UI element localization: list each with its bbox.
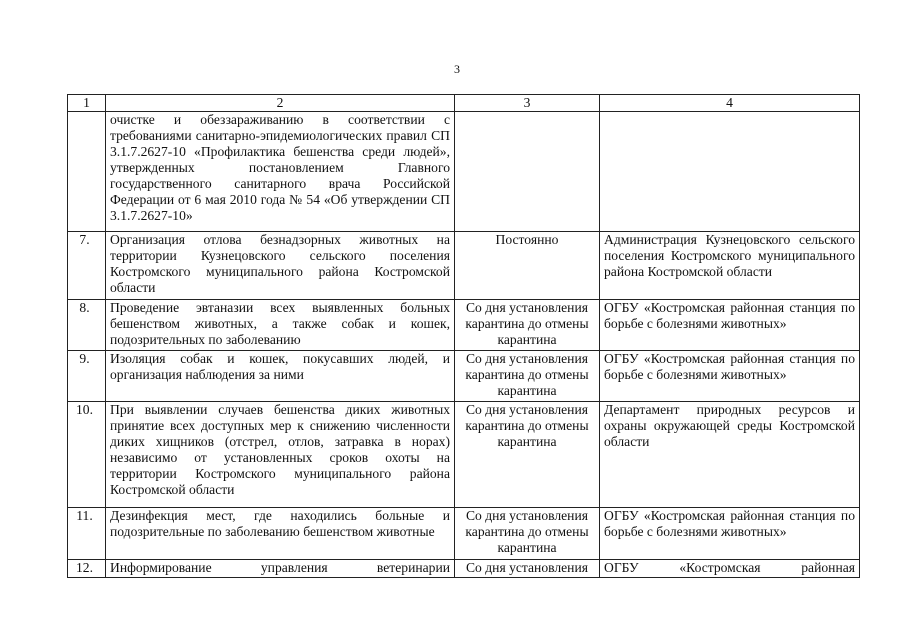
table-row (68, 402, 860, 508)
row-number: 9. (68, 351, 106, 402)
header-cell-2: 2 (106, 95, 455, 112)
row-number (68, 112, 106, 232)
responsible-text: ОГБУ «Костромская районная станция по борьбе с болезнями животных» (600, 351, 860, 402)
header-cell-4: 4 (600, 95, 860, 112)
term-text: Со дня установления карантина до отмены карантина (455, 402, 600, 508)
term-text: Со дня установления карантина до отмены карантина (455, 351, 600, 402)
row-number: 12. (68, 560, 106, 578)
measure-text: Организация отлова безнадзорных животных на территории Кузнецовского сельского поселения Костромского муниципального района Костромской области (106, 232, 455, 300)
measures-table (67, 94, 860, 578)
term-text: Со дня установления карантина до отмены карантина (455, 300, 600, 351)
responsible-text: Администрация Кузнецовского сельского поселения Костромского муниципального района Костромской области (600, 232, 860, 300)
page-number: 3 (454, 62, 460, 76)
term-text (455, 112, 600, 232)
header-cell-3: 3 (455, 95, 600, 112)
measure-text: Дезинфекция мест, где находились больные и подозрительные по заболеванию бешенством животные (106, 508, 455, 560)
row-number: 11. (68, 508, 106, 560)
responsible-text: Департамент природных ресурсов и охраны окружающей среды Костромской области (600, 402, 860, 508)
measure-text: Проведение эвтаназии всех выявленных больных бешенством животных, а также собак и кошек, подозрительных по заболеванию (106, 300, 455, 351)
term-text: Постоянно (455, 232, 600, 300)
responsible-text: ОГБУ «Костромская районная (600, 560, 860, 578)
term-text: Со дня установления (455, 560, 600, 578)
table-row (68, 508, 860, 560)
responsible-text: ОГБУ «Костромская районная станция по борьбе с болезнями животных» (600, 300, 860, 351)
table-row (68, 560, 860, 578)
measure-text: очистке и обеззараживанию в соответствии с требованиями санитарно-эпидемиологических правил СП 3.1.7.2627-10 «Профилактика бешенства среди людей», утвержденных постановлением Главного государственного санитарного врача Российской Федерации от 6 мая 2010 года № 54 «Об утверждении СП 3.1.7.2627-10» (106, 112, 455, 232)
term-text: Со дня установления карантина до отмены карантина (455, 508, 600, 560)
row-number: 10. (68, 402, 106, 508)
table-header-row (68, 95, 860, 112)
table-row (68, 232, 860, 300)
table-row (68, 351, 860, 402)
responsible-text: ОГБУ «Костромская районная станция по борьбе с болезнями животных» (600, 508, 860, 560)
table-row (68, 300, 860, 351)
row-number: 7. (68, 232, 106, 300)
row-number: 8. (68, 300, 106, 351)
measure-text: При выявлении случаев бешенства диких животных принятие всех доступных мер к снижению численности диких хищников (отстрел, отлов, затравка в норах) независимо от установленных сроков охоты на территории Костромского муниципального района Костромской области (106, 402, 455, 508)
header-cell-1: 1 (68, 95, 106, 112)
table-row (68, 112, 860, 232)
measure-text: Информирование управления ветеринарии (106, 560, 455, 578)
responsible-text (600, 112, 860, 232)
measure-text: Изоляция собак и кошек, покусавших людей, и организация наблюдения за ними (106, 351, 455, 402)
